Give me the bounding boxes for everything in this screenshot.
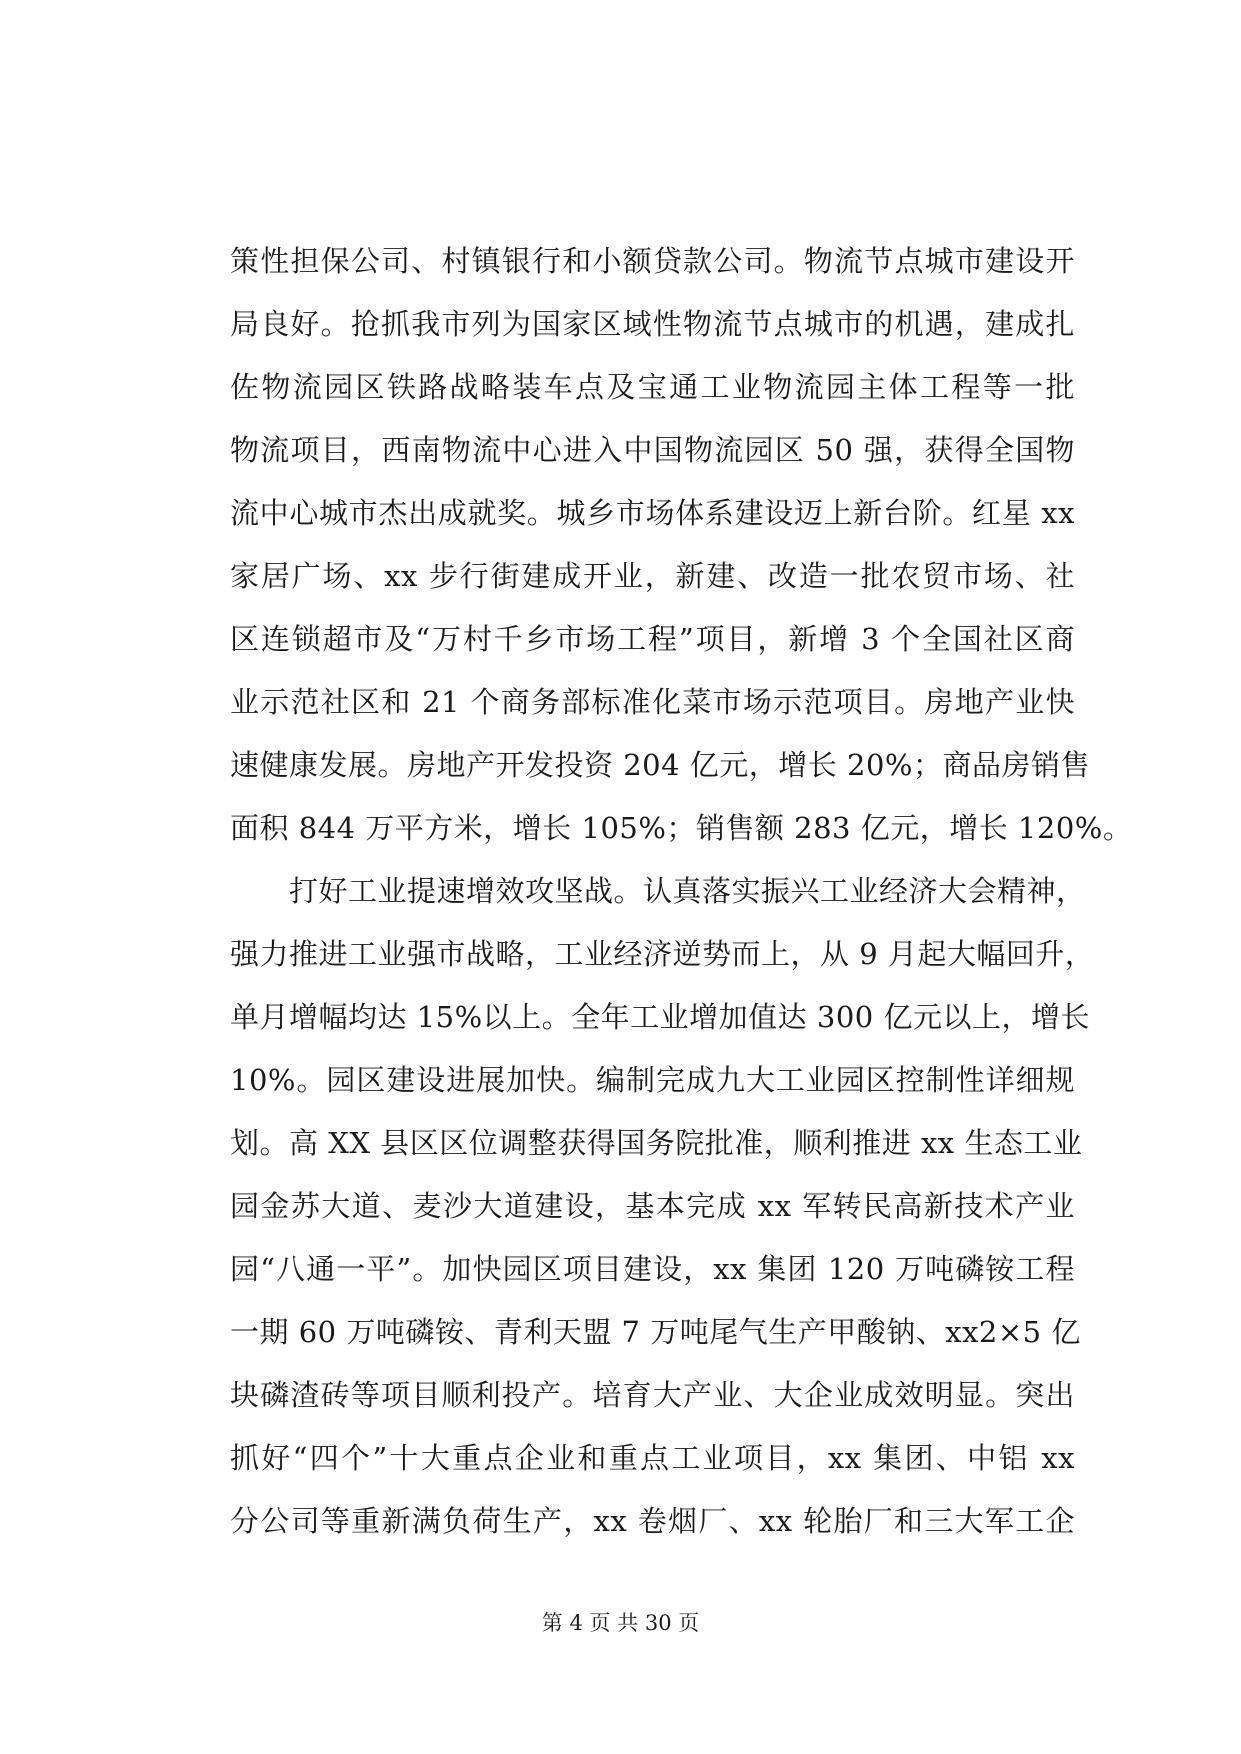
text-line: 分公司等重新满负荷生产，xx 卷烟厂、xx 轮胎厂和三大军工企 [230,1504,1075,1538]
text-line: 策性担保公司、村镇银行和小额贷款公司。物流节点城市建设开 [230,244,1075,278]
text-line: 划。高 XX 县区区位调整获得国务院批准，顺利推进 xx 生态工业 [230,1126,1083,1160]
text-line: 打好工业提速增效攻坚战。认真落实振兴工业经济大会精神， [230,874,1086,908]
text-line: 家居广场、xx 步行街建成开业，新建、改造一批农贸市场、社 [230,559,1075,593]
text-line: 佐物流园区铁路战略装车点及宝通工业物流园主体工程等一批 [230,370,1075,404]
text-line: 区连锁超市及“万村千乡市场工程”项目，新增 3 个全国社区商 [230,622,1075,656]
text-line: 物流项目，西南物流中心进入中国物流园区 50 强，获得全国物 [230,433,1075,467]
text-line: 抓好“四个”十大重点企业和重点工业项目，xx 集团、中铝 xx [230,1441,1075,1475]
text-line: 块磷渣砖等项目顺利投产。培育大产业、大企业成效明显。突出 [230,1378,1075,1412]
text-line: 单月增幅均达 15%以上。全年工业增加值达 300 亿元以上，增长 [230,1000,1090,1034]
text-line: 园“八通一平”。加快园区项目建设，xx 集团 120 万吨磷铵工程 [230,1252,1075,1286]
text-line: 园金苏大道、麦沙大道建设，基本完成 xx 军转民高新技术产业 [230,1189,1075,1223]
text-line: 10%。园区建设进展加快。编制完成九大工业园区控制性详细规 [230,1063,1075,1097]
text-line: 一期 60 万吨磷铵、青利天盟 7 万吨尾气生产甲酸钠、xx2×5 亿 [230,1315,1081,1349]
text-line: 强力推进工业强市战略，工业经济逆势而上，从 9 月起大幅回升， [230,937,1095,971]
body-text [230,230,1133,1553]
text-line: 业示范社区和 21 个商务部标准化菜市场示范项目。房地产业快 [230,685,1075,719]
text-line: 速健康发展。房地产开发投资 204 亿元，增长 20%；商品房销售 [230,748,1090,782]
text-line: 面积 844 万平方米，增长 105%；销售额 283 亿元，增长 120%。 [230,811,1133,845]
text-line: 流中心城市杰出成就奖。城乡市场体系建设迈上新台阶。红星 xx [230,496,1075,530]
page-number-footer: 第 4 页 共 30 页 [541,1611,700,1635]
text-line: 局良好。抢抓我市列为国家区域性物流节点城市的机遇，建成扎 [230,307,1075,341]
